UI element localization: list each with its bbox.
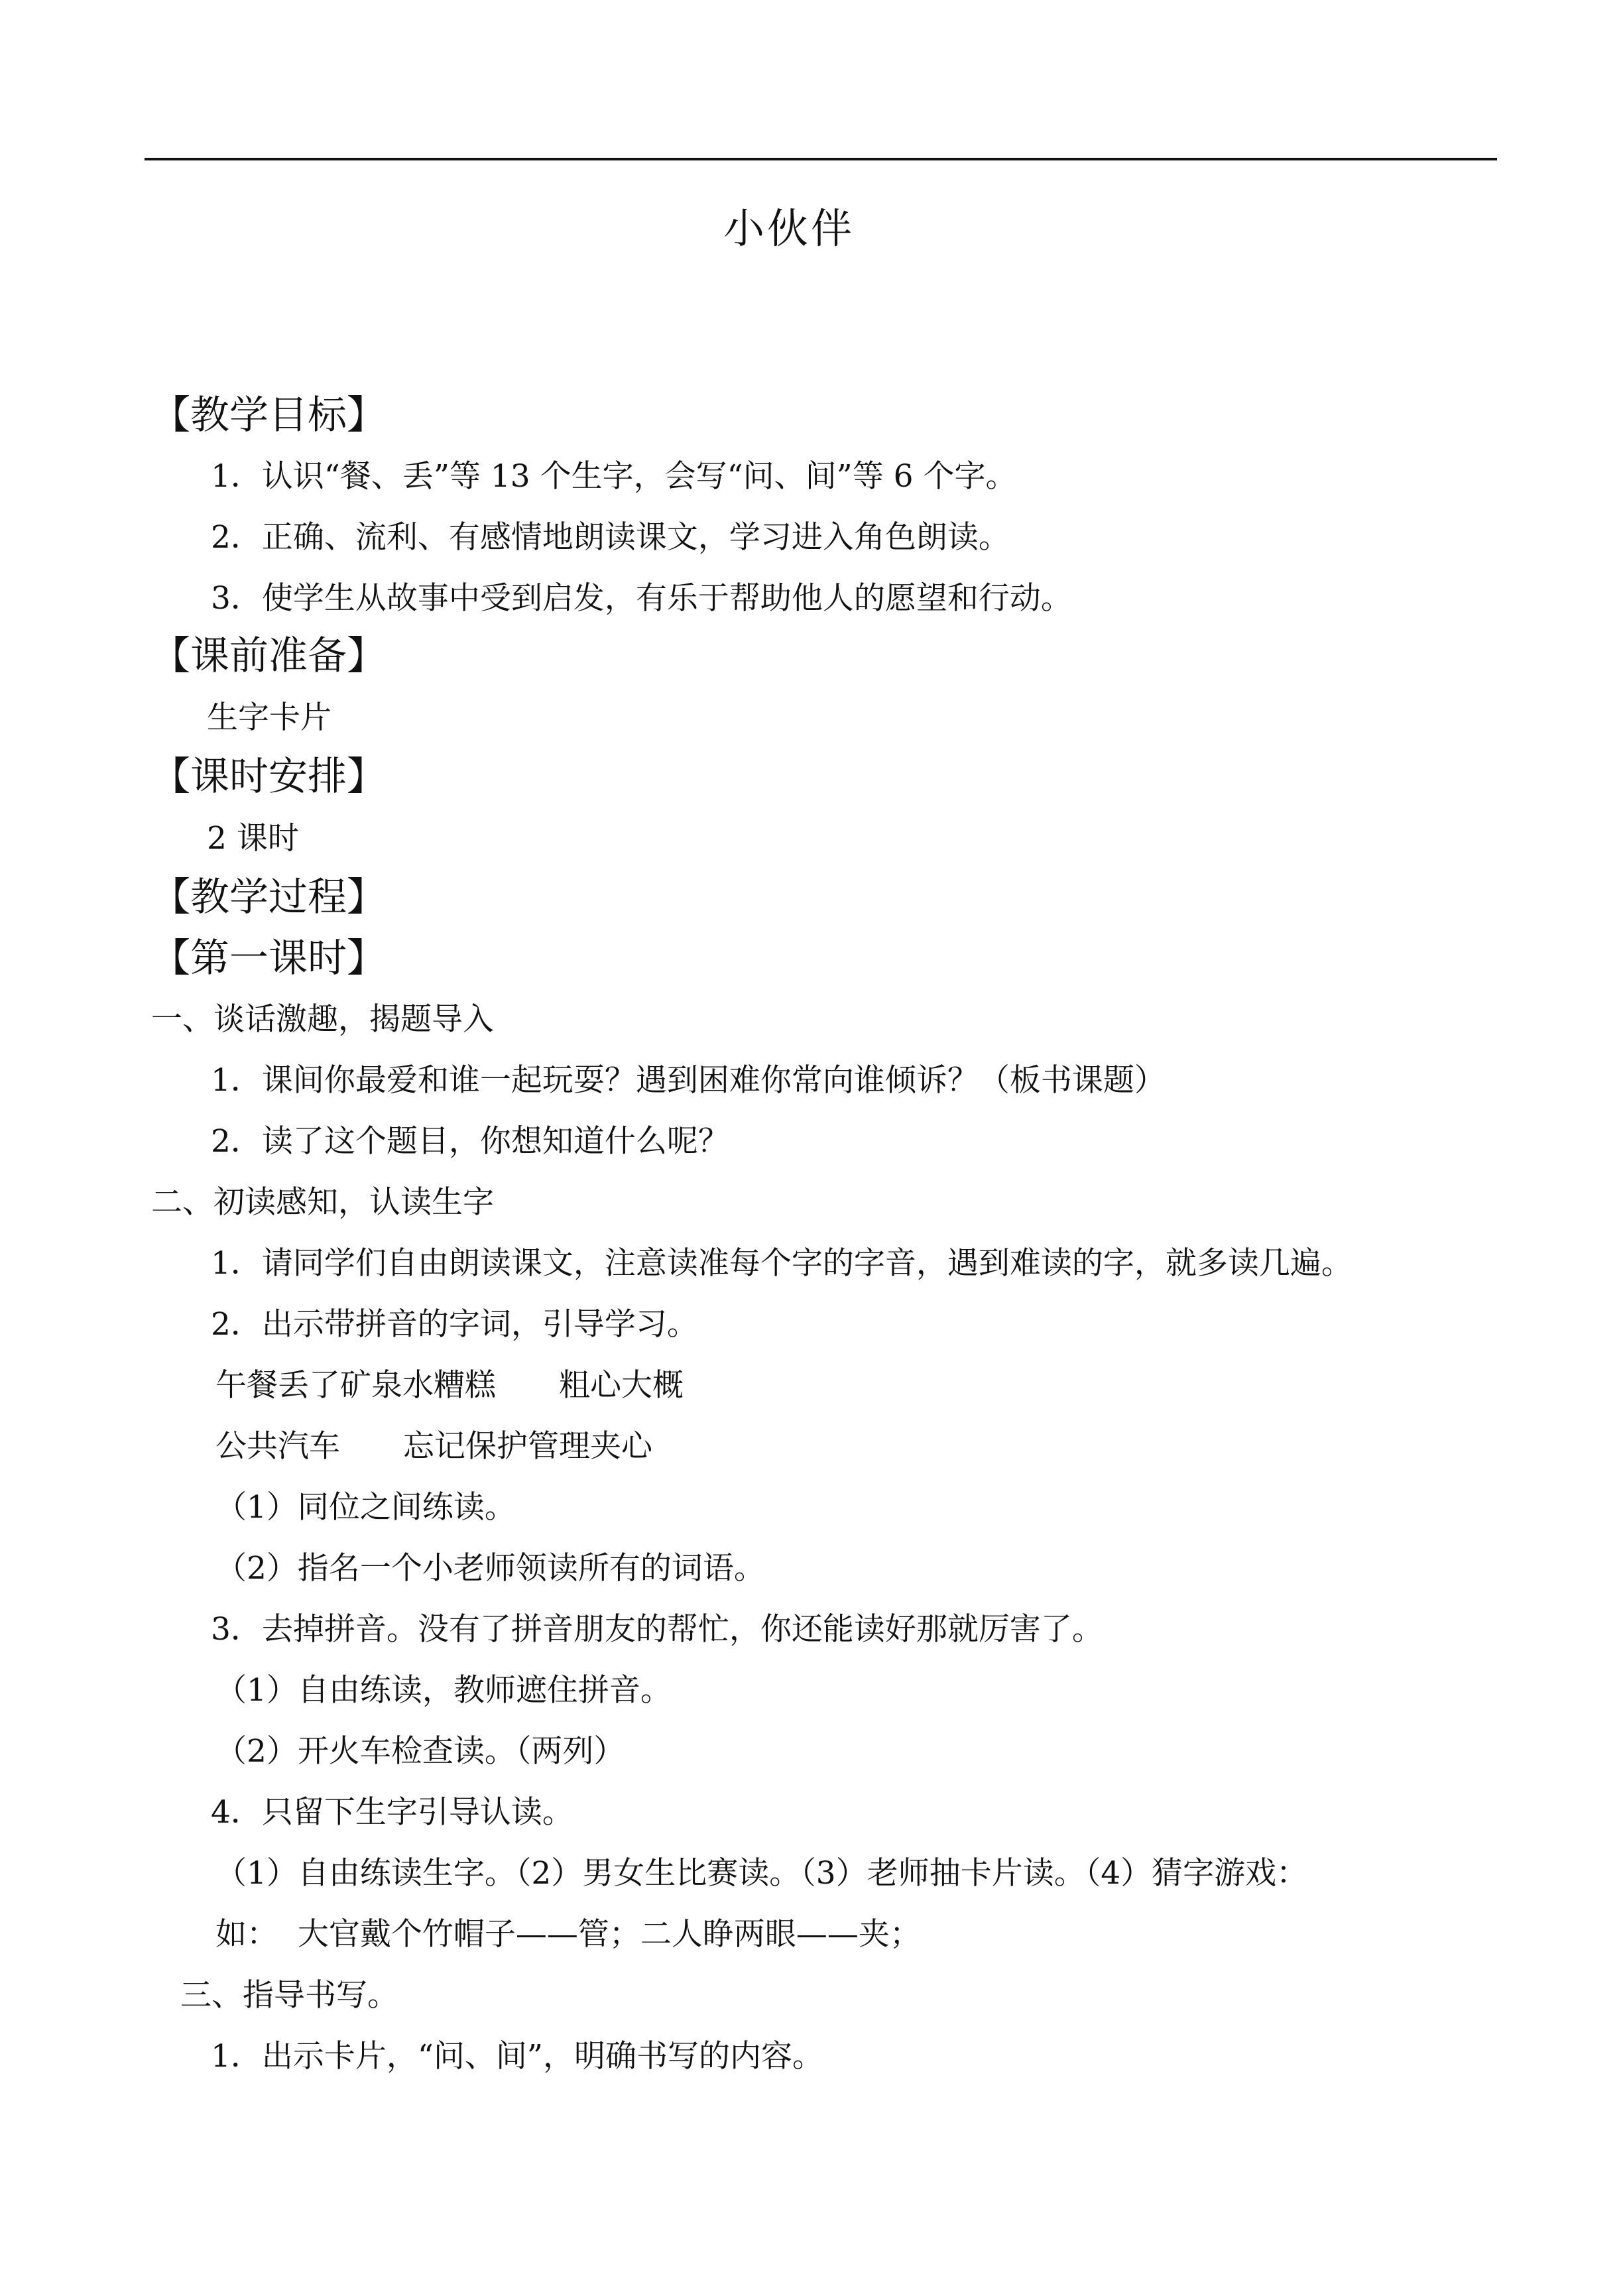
vocabulary-words-1b: 粗心大概 xyxy=(559,1367,684,1404)
section-1-item-2: 2．读了这个题目，你想知道什么呢？ xyxy=(211,1123,729,1160)
preparation-text: 生字卡片 xyxy=(207,699,331,736)
section-2-item-3: 3．去掉拼音。没有了拼音朋友的帮忙，你还能读好那就厉害了。 xyxy=(211,1611,1103,1648)
schedule-text: 2 课时 xyxy=(207,820,299,857)
section-3-title: 三、指导书写。 xyxy=(180,1977,398,2014)
section-2-sub-4: （2）开火车检查读。（两列） xyxy=(215,1733,625,1770)
heading-first-lesson: 【第一课时】 xyxy=(151,935,387,981)
section-2-sub-3: （1）自由练读，教师遮住拼音。 xyxy=(215,1672,672,1709)
header-rule xyxy=(145,158,1497,160)
heading-preparation: 【课前准备】 xyxy=(151,633,387,678)
section-1-title: 一、谈话激趣，揭题导入 xyxy=(151,1001,494,1038)
section-3-item-1: 1．出示卡片，“问、间”，明确书写的内容。 xyxy=(211,2038,823,2075)
heading-schedule: 【课时安排】 xyxy=(151,753,387,799)
vocabulary-row-2 xyxy=(215,1427,652,1467)
vocabulary-words-2a: 公共汽车 xyxy=(215,1428,340,1465)
goal-item-3: 3．使学生从故事中受到启发，有乐于帮助他人的愿望和行动。 xyxy=(211,580,1072,617)
section-2-sub-2: （2）指名一个小老师领读所有的词语。 xyxy=(215,1550,765,1587)
section-2-item-4: 4．只留下生字引导认读。 xyxy=(211,1794,573,1831)
vocabulary-row-1 xyxy=(215,1366,684,1406)
vocabulary-words-2b: 忘记保护管理夹心 xyxy=(403,1428,652,1465)
section-2-sub-5: （1）自由练读生字。（2）男女生比赛读。（3）老师抽卡片读。（4）猜字游戏： xyxy=(215,1855,1308,1892)
page-title: 小伙伴 xyxy=(723,204,855,253)
section-2-item-1: 1．请同学们自由朗读课文，注意读准每个字的字音，遇到难读的字，就多读几遍。 xyxy=(211,1245,1352,1282)
heading-teaching-goals: 【教学目标】 xyxy=(151,392,387,438)
section-2-item-2: 2．出示带拼音的字词，引导学习。 xyxy=(211,1306,698,1343)
goal-item-1: 1．认识“餐、丢”等 13 个生字，会写“问、间”等 6 个字。 xyxy=(211,458,1017,495)
section-2-title: 二、初读感知，认读生字 xyxy=(151,1184,494,1221)
heading-teaching-process: 【教学过程】 xyxy=(151,874,387,920)
goal-item-2: 2．正确、流利、有感情地朗读课文，学习进入角色朗读。 xyxy=(211,519,1010,556)
section-2-sub-1: （1）同位之间练读。 xyxy=(215,1489,516,1526)
section-2-example: 如： 大官戴个竹帽子——管；二人睁两眼——夹； xyxy=(215,1916,921,1953)
vocabulary-words-1a: 午餐丢了矿泉水糟糕 xyxy=(215,1367,496,1404)
section-1-item-1: 1．课间你最爱和谁一起玩耍？遇到困难你常向谁倾诉？（板书课题） xyxy=(211,1062,1166,1099)
